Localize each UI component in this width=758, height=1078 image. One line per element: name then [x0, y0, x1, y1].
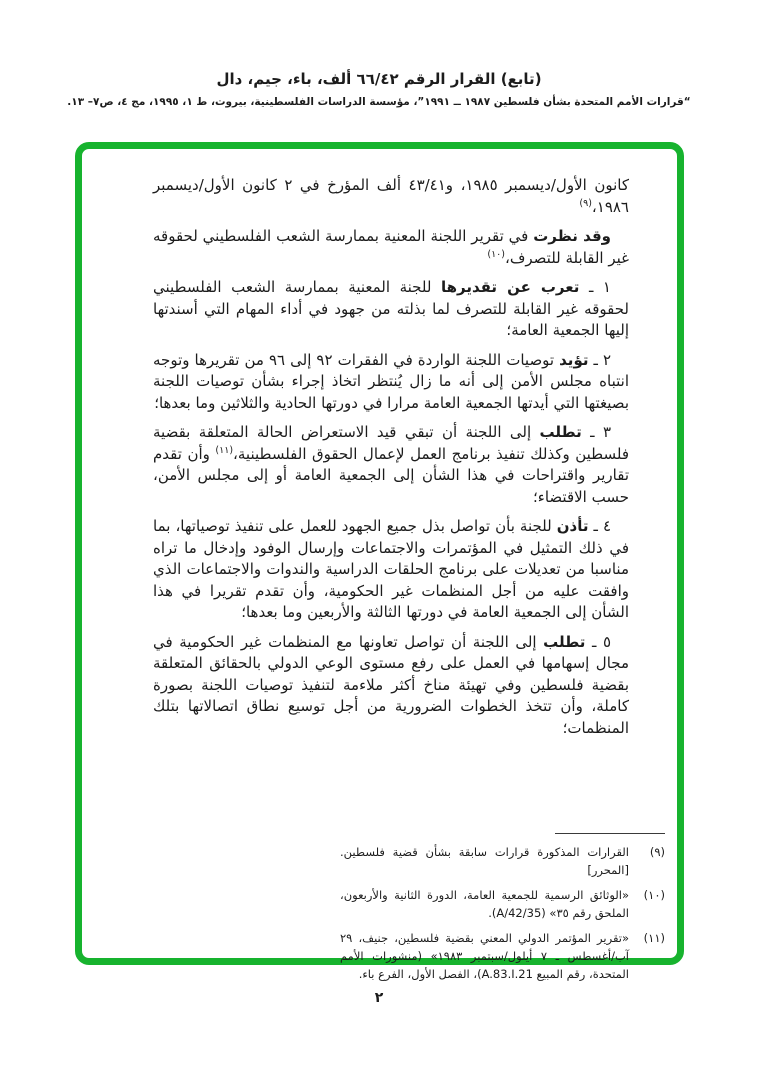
footnote-text: «الوثائق الرسمية للجمعية العامة، الدورة الثانية والأربعون، الملحق رقم ٣٥» (A/42/35). [340, 888, 629, 920]
footnote-ref: (١٠) [487, 248, 505, 260]
text-run: كانون الأول/ديسمبر ١٩٨٥، و٤٣/٤١ ألف المؤرخ في ٢ كانون الأول/ديسمبر ١٩٨٦، [153, 176, 629, 216]
body-paragraph [153, 516, 629, 624]
footnote-marker: (٩) [649, 845, 665, 859]
text-run: للجنة بأن تواصل بذل جميع الجهود للعمل على تنفيذ توصياتها، بما في ذلك التمثيل في المؤتمرات والاجتماعات وإرسال الوفود وإدخال ما تراه مناسبا من تعديلات على برنامج الحلقات الدراسية والندوات والاجتماعات الذي وافقت عليه من أجل المنظمات غير الحكومية، وأن تقدم تقريرا في هذا الشأن إلى الجمعية العامة في دورتها الثالثة والأربعين وما بعدها؛ [153, 517, 629, 621]
bold-run: وقد نظرت [533, 227, 611, 245]
body-paragraph [153, 175, 629, 218]
footnote-text: القرارات المذكورة قرارات سابقة بشأن قضية فلسطين. [المحرر] [340, 845, 629, 877]
bold-run: تطلب [539, 423, 582, 441]
text-run: في تقرير اللجنة المعنية بممارسة الشعب الفلسطيني لحقوقه غير القابلة للتصرف، [153, 227, 629, 267]
footnote-item [340, 886, 665, 922]
text-run: للجنة المعنية بممارسة الشعب الفلسطيني لحقوقه غير القابلة للتصرف لما بذلته من جهود في أداء المهام التي أسندتها إليها الجمعية العامة؛ [153, 278, 629, 339]
footnote-ref: (١١) [215, 444, 234, 456]
footnote-item [340, 929, 665, 983]
body-paragraph [153, 350, 629, 415]
content-frame [75, 142, 684, 981]
text-run: ٤ ـ [588, 517, 612, 535]
text-run: إلى اللجنة أن تواصل تعاونها مع المنظمات غير الحكومية في مجال إسهامها في العمل على رفع مستوى الوعي الدولي بالحقائق المتعلقة بقضية فلسطين وفي تهيئة مناخ أكثر ملاءمة لتنفيذ توصيات اللجنة بصورة كاملة، وأن تتخذ الخطوات الضرورية من أجل توسيع نطاق اتصالاتها بتلك المنظمات؛ [153, 632, 629, 737]
text-run: إلى اللجنة أن تبقي قيد الاستعراض الحالة المتعلقة بقضية فلسطين وكذلك تنفيذ برنامج العمل لإعمال الحقوق الفلسطينية، [153, 423, 629, 463]
text-run: توصيات اللجنة الواردة في الفقرات ٩٢ إلى ٩٦ من تقريرها وتوجه انتباه مجلس الأمن إلى أنه ما زال يُنتظر اتخاذ إجراء بشأن توصيات اللجنة بصيغتها التي أيدتها الجمعية العامة مرارا في دورتها الحادية والثلاثين وما بعدها؛ [153, 350, 629, 412]
text-run: ٣ ـ [581, 423, 612, 441]
page-number: ٢ [374, 990, 384, 1006]
bold-run: تعرب عن تقديرها [440, 278, 580, 296]
body-paragraph [153, 226, 629, 269]
source-citation: “قرارات الأمم المتحدة بشأن فلسطين ١٩٨٧ ــ ١٩٩١”، مؤسسة الدراسات الفلسطينية، بيروت، ط ١، ١٩٩٥، مج ٤، ص٧– ١٣. [67, 96, 691, 108]
body-paragraph [153, 632, 629, 740]
footnote-ref: (٩) [579, 197, 592, 209]
bold-run: تؤيد [559, 350, 589, 369]
footnote-text: «تقرير المؤتمر الدولي المعني بقضية فلسطين، جنيف، ٢٩ آب/أغسطس ـ ٧ أيلول/سبتمبر ١٩٨٣» (منشورات الأمم المتحدة، رقم المبيع A.83.I.21)، الفصل الأول، الفرع باء. [340, 931, 629, 981]
body-paragraphs [153, 175, 629, 739]
footnote-marker: (١٠) [643, 888, 665, 902]
text-run: ٥ ـ [585, 632, 611, 651]
footnote-item [340, 843, 665, 879]
text-run: ١ ـ [579, 278, 611, 296]
bold-run: تأذن [556, 517, 589, 535]
body-paragraph [153, 422, 629, 508]
footnote-marker: (١١) [643, 931, 665, 945]
body-paragraph [153, 277, 629, 342]
page-header [0, 70, 758, 108]
text-run: وأن تقدم تقارير واقتراحات في هذا الشأن إلى الجمعية العامة أو إلى مجلس الأمن، حسب الاقتضاء؛ [153, 444, 629, 506]
footnote-separator [555, 833, 665, 834]
text-run: ٢ ـ [588, 350, 611, 369]
footnote-list [340, 843, 665, 983]
bold-run: تطلب [543, 632, 586, 651]
footnotes-section [340, 833, 665, 990]
resolution-title: (تابع) القرار الرقم ٦٦/٤٢ ألف، باء، جيم، دال [216, 70, 542, 88]
